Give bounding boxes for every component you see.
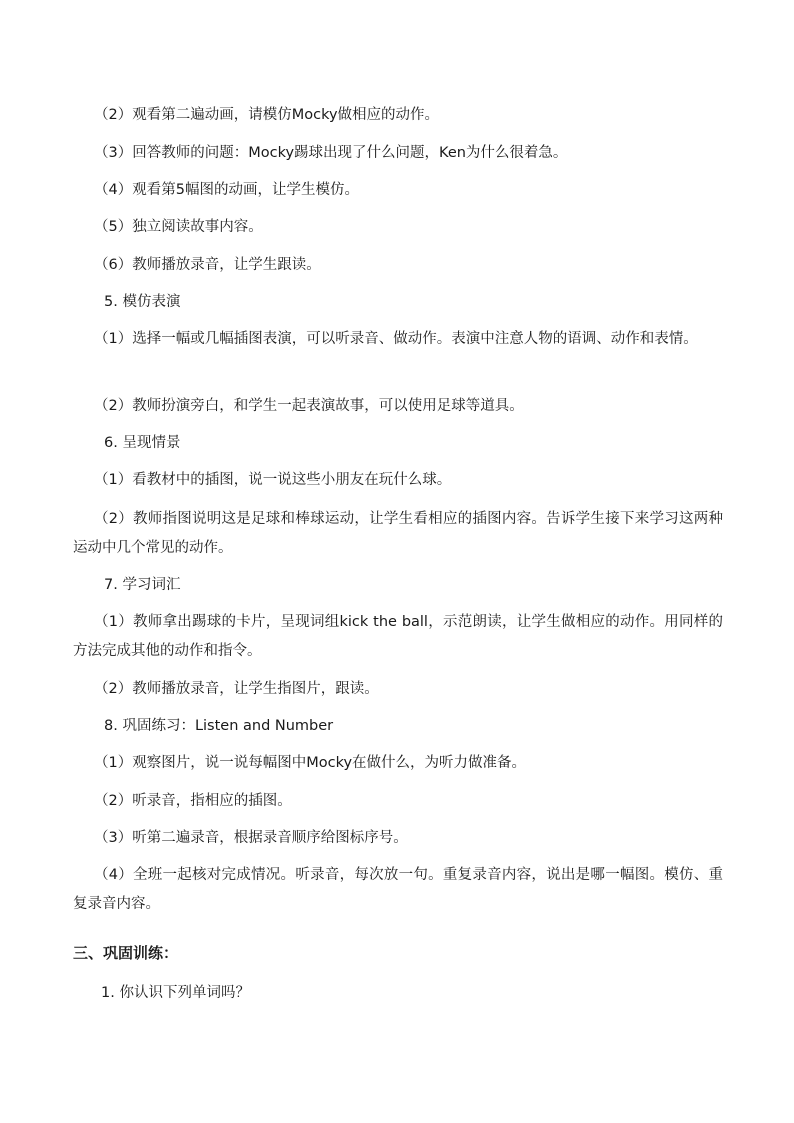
question-item: 1. 你认识下列单词吗？	[101, 985, 250, 1001]
section-heading: 三、巩固训练：	[73, 944, 179, 962]
step-item: （2）观看第二遍动画，请模仿Mocky做相应的动作。	[94, 107, 440, 123]
step-item: （1）选择一幅或几幅插图表演，可以听录音、做动作。表演中注意人物的语调、动作和表情。	[94, 331, 698, 347]
step-item: （2）教师扮演旁白，和学生一起表演故事，可以使用足球等道具。	[94, 398, 524, 414]
step-item: （1）教师拿出踢球的卡片，呈现词组kick the ball，示范朗读，让学生做相应的动作。用同样的方法完成其他的动作和指令。	[73, 614, 723, 659]
step-heading: 6. 呈现情景	[104, 435, 181, 451]
step-item: （5）独立阅读故事内容。	[94, 219, 263, 235]
step-item: （1）观察图片，说一说每幅图中Mocky在做什么，为听力做准备。	[94, 755, 527, 771]
step-heading: 5. 模仿表演	[104, 294, 181, 310]
step-item: （2）教师指图说明这是足球和棒球运动，让学生看相应的插图内容。告诉学生接下来学习这两种运动中几个常见的动作。	[73, 511, 723, 556]
step-item: （1）看教材中的插图，说一说这些小朋友在玩什么球。	[94, 472, 452, 488]
step-heading: 7. 学习词汇	[104, 577, 181, 593]
step-heading: 8. 巩固练习：Listen and Number	[104, 718, 334, 734]
step-item: （4）全班一起核对完成情况。听录音，每次放一句。重复录音内容，说出是哪一幅图。模仿、重复录音内容。	[73, 867, 723, 912]
step-item: （3）回答教师的问题：Mocky踢球出现了什么问题，Ken为什么很着急。	[94, 145, 568, 161]
step-item: （3）听第二遍录音，根据录音顺序给图标序号。	[94, 830, 408, 846]
step-item: （6）教师播放录音，让学生跟读。	[94, 257, 321, 273]
step-item: （2）教师播放录音，让学生指图片，跟读。	[94, 681, 379, 697]
step-item: （4）观看第5幅图的动画，让学生模仿。	[94, 182, 359, 198]
step-item: （2）听录音，指相应的插图。	[94, 793, 292, 809]
